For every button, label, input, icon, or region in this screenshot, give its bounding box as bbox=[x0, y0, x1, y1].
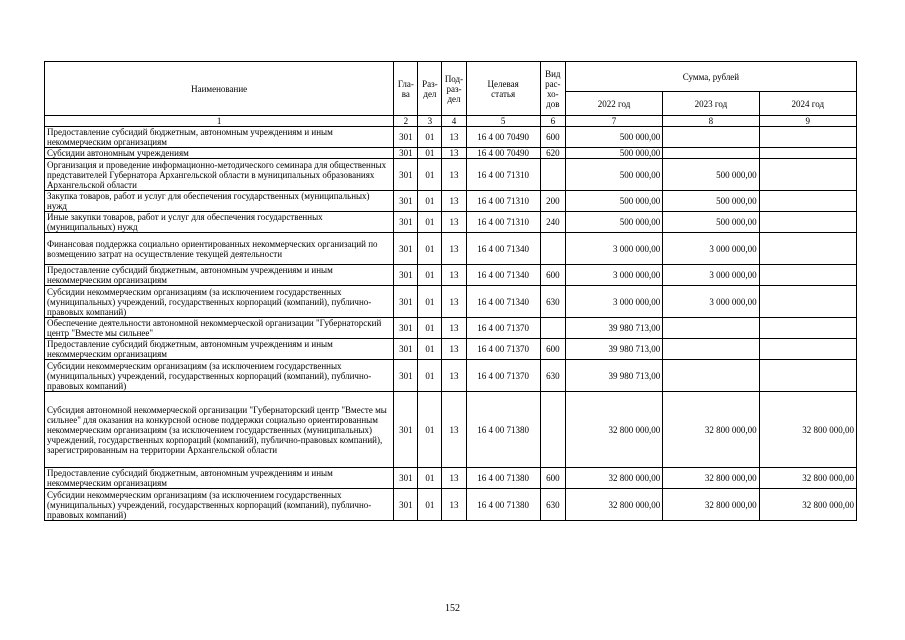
header-year-2024: 2024 год bbox=[759, 92, 856, 116]
table-row bbox=[45, 212, 857, 233]
row-name: Финансовая поддержка социально ориентированных некоммерческих организаций по возмещению затрат на осуществление текущей деятельности bbox=[45, 233, 394, 265]
row-vid: 630 bbox=[540, 489, 565, 521]
row-glava: 301 bbox=[394, 318, 418, 339]
row-name: Предоставление субсидий бюджетным, автономным учреждениям и иным некоммерческим организациям bbox=[45, 127, 394, 148]
budget-table bbox=[44, 61, 857, 521]
row-sum-2022: 500 000,00 bbox=[565, 127, 662, 148]
row-sum-2023: 500 000,00 bbox=[663, 212, 759, 233]
row-target: 16 4 00 71340 bbox=[466, 233, 540, 265]
row-sum-2023 bbox=[663, 339, 759, 360]
row-sum-2023: 3 000 000,00 bbox=[663, 233, 759, 265]
header-year-2023: 2023 год bbox=[663, 92, 759, 116]
row-vid: 600 bbox=[540, 339, 565, 360]
row-name: Субсидии автономным учреждениям bbox=[45, 148, 394, 159]
row-podrazdel: 13 bbox=[442, 212, 466, 233]
row-sum-2022: 500 000,00 bbox=[565, 148, 662, 159]
row-vid: 600 bbox=[540, 127, 565, 148]
row-podrazdel: 13 bbox=[442, 159, 466, 191]
row-sum-2023: 32 800 000,00 bbox=[663, 489, 759, 521]
row-sum-2022: 500 000,00 bbox=[565, 191, 662, 212]
row-glava: 301 bbox=[394, 339, 418, 360]
row-sum-2023 bbox=[663, 360, 759, 392]
row-name: Закупка товаров, работ и услуг для обеспечения государственных (муниципальных) нужд bbox=[45, 191, 394, 212]
row-target: 16 4 00 71340 bbox=[466, 286, 540, 318]
col-number: 9 bbox=[759, 116, 856, 127]
row-podrazdel: 13 bbox=[442, 127, 466, 148]
page-number: 152 bbox=[445, 603, 460, 614]
col-number: 5 bbox=[466, 116, 540, 127]
row-name: Субсидии некоммерческим организациям (за исключением государственных (муниципальных) учреждений, государственных корпораций (компаний), публично-правовых компаний) bbox=[45, 286, 394, 318]
col-number: 4 bbox=[442, 116, 466, 127]
row-glava: 301 bbox=[394, 148, 418, 159]
col-number: 2 bbox=[394, 116, 418, 127]
row-podrazdel: 13 bbox=[442, 233, 466, 265]
row-sum-2024 bbox=[759, 318, 856, 339]
row-razdel: 01 bbox=[418, 360, 442, 392]
row-sum-2022: 32 800 000,00 bbox=[565, 489, 662, 521]
row-sum-2022: 3 000 000,00 bbox=[565, 265, 662, 286]
row-vid bbox=[540, 318, 565, 339]
row-sum-2023: 32 800 000,00 bbox=[663, 468, 759, 489]
row-vid bbox=[540, 392, 565, 468]
row-vid bbox=[540, 233, 565, 265]
row-sum-2023: 500 000,00 bbox=[663, 159, 759, 191]
row-razdel: 01 bbox=[418, 233, 442, 265]
row-sum-2022: 39 980 713,00 bbox=[565, 318, 662, 339]
row-sum-2024: 32 800 000,00 bbox=[759, 489, 856, 521]
row-sum-2024 bbox=[759, 159, 856, 191]
row-razdel: 01 bbox=[418, 127, 442, 148]
row-glava: 301 bbox=[394, 286, 418, 318]
row-sum-2022: 32 800 000,00 bbox=[565, 468, 662, 489]
table-row bbox=[45, 339, 857, 360]
header-podrazdel: Под- раз- дел bbox=[442, 62, 466, 116]
row-podrazdel: 13 bbox=[442, 286, 466, 318]
row-podrazdel: 13 bbox=[442, 468, 466, 489]
header-sum: Сумма, рублей bbox=[565, 62, 856, 92]
row-sum-2022: 39 980 713,00 bbox=[565, 339, 662, 360]
table-row bbox=[45, 265, 857, 286]
row-target: 16 4 00 71370 bbox=[466, 360, 540, 392]
row-vid: 240 bbox=[540, 212, 565, 233]
row-podrazdel: 13 bbox=[442, 148, 466, 159]
row-target: 16 4 00 71370 bbox=[466, 339, 540, 360]
row-razdel: 01 bbox=[418, 191, 442, 212]
row-glava: 301 bbox=[394, 360, 418, 392]
row-vid: 600 bbox=[540, 265, 565, 286]
row-sum-2024 bbox=[759, 212, 856, 233]
row-glava: 301 bbox=[394, 468, 418, 489]
row-sum-2024: 32 800 000,00 bbox=[759, 392, 856, 468]
row-glava: 301 bbox=[394, 159, 418, 191]
row-sum-2024 bbox=[759, 339, 856, 360]
row-razdel: 01 bbox=[418, 148, 442, 159]
row-sum-2023: 3 000 000,00 bbox=[663, 265, 759, 286]
row-sum-2022: 32 800 000,00 bbox=[565, 392, 662, 468]
row-name: Обеспечение деятельности автономной некоммерческой организации "Губернаторский центр "Вместе мы сильнее" bbox=[45, 318, 394, 339]
table-row bbox=[45, 148, 857, 159]
table-row bbox=[45, 191, 857, 212]
col-number: 7 bbox=[565, 116, 662, 127]
row-glava: 301 bbox=[394, 212, 418, 233]
row-sum-2024 bbox=[759, 127, 856, 148]
row-glava: 301 bbox=[394, 265, 418, 286]
row-sum-2022: 500 000,00 bbox=[565, 159, 662, 191]
col-number: 1 bbox=[45, 116, 394, 127]
header-name: Наименование bbox=[45, 62, 394, 116]
header-target: Целевая статья bbox=[466, 62, 540, 116]
header-vid: Вид рас- хо- дов bbox=[540, 62, 565, 116]
row-sum-2023: 500 000,00 bbox=[663, 191, 759, 212]
row-podrazdel: 13 bbox=[442, 360, 466, 392]
row-name: Предоставление субсидий бюджетным, автономным учреждениям и иным некоммерческим организациям bbox=[45, 468, 394, 489]
row-podrazdel: 13 bbox=[442, 489, 466, 521]
table-row bbox=[45, 489, 857, 521]
table-row bbox=[45, 127, 857, 148]
row-name: Предоставление субсидий бюджетным, автономным учреждениям и иным некоммерческим организациям bbox=[45, 339, 394, 360]
row-sum-2024 bbox=[759, 360, 856, 392]
row-razdel: 01 bbox=[418, 489, 442, 521]
row-vid: 630 bbox=[540, 286, 565, 318]
row-sum-2024 bbox=[759, 191, 856, 212]
row-razdel: 01 bbox=[418, 392, 442, 468]
row-sum-2024 bbox=[759, 233, 856, 265]
row-vid bbox=[540, 159, 565, 191]
row-razdel: 01 bbox=[418, 339, 442, 360]
row-name: Субсидии некоммерческим организациям (за исключением государственных (муниципальных) учреждений, государственных корпораций (компаний), публично-правовых компаний) bbox=[45, 360, 394, 392]
row-name: Субсидия автономной некоммерческой организации "Губернаторский центр "Вместе мы сильнее" для оказания на конкурсной основе поддержки социально ориентированным некоммерческим организациям (за исключением государственных (муниципальных) учреждений, государственных корпораций (компаний), публично-правовых компаний), зарегистрированным на территории Архангельской области bbox=[45, 392, 394, 468]
table-row bbox=[45, 286, 857, 318]
row-sum-2023 bbox=[663, 148, 759, 159]
row-razdel: 01 bbox=[418, 286, 442, 318]
header-year-2022: 2022 год bbox=[565, 92, 662, 116]
row-razdel: 01 bbox=[418, 212, 442, 233]
row-razdel: 01 bbox=[418, 265, 442, 286]
row-glava: 301 bbox=[394, 392, 418, 468]
row-razdel: 01 bbox=[418, 318, 442, 339]
row-vid: 200 bbox=[540, 191, 565, 212]
row-podrazdel: 13 bbox=[442, 191, 466, 212]
row-sum-2023: 3 000 000,00 bbox=[663, 286, 759, 318]
row-podrazdel: 13 bbox=[442, 339, 466, 360]
row-target: 16 4 00 71380 bbox=[466, 489, 540, 521]
row-sum-2023: 32 800 000,00 bbox=[663, 392, 759, 468]
row-target: 16 4 00 71380 bbox=[466, 392, 540, 468]
header-glava: Гла- ва bbox=[394, 62, 418, 116]
row-glava: 301 bbox=[394, 489, 418, 521]
row-glava: 301 bbox=[394, 191, 418, 212]
row-sum-2022: 39 980 713,00 bbox=[565, 360, 662, 392]
row-sum-2023 bbox=[663, 127, 759, 148]
row-target: 16 4 00 70490 bbox=[466, 127, 540, 148]
row-glava: 301 bbox=[394, 233, 418, 265]
row-sum-2022: 500 000,00 bbox=[565, 212, 662, 233]
row-name: Организация и проведение информационно-методического семинара для общественных представителей Губернатора Архангельской области в муниципальных образованиях Архангельской области bbox=[45, 159, 394, 191]
row-sum-2022: 3 000 000,00 bbox=[565, 286, 662, 318]
row-podrazdel: 13 bbox=[442, 318, 466, 339]
row-razdel: 01 bbox=[418, 468, 442, 489]
header-razdel: Раз- дел bbox=[418, 62, 442, 116]
table-row bbox=[45, 159, 857, 191]
row-target: 16 4 00 70490 bbox=[466, 148, 540, 159]
row-target: 16 4 00 71310 bbox=[466, 159, 540, 191]
row-name: Субсидии некоммерческим организациям (за исключением государственных (муниципальных) учреждений, государственных корпораций (компаний), публично-правовых компаний) bbox=[45, 489, 394, 521]
row-sum-2024 bbox=[759, 286, 856, 318]
table-header bbox=[45, 62, 857, 127]
row-sum-2024: 32 800 000,00 bbox=[759, 468, 856, 489]
row-sum-2024 bbox=[759, 148, 856, 159]
col-number: 3 bbox=[418, 116, 442, 127]
row-name: Иные закупки товаров, работ и услуг для обеспечения государственных (муниципальных) нужд bbox=[45, 212, 394, 233]
row-sum-2023 bbox=[663, 318, 759, 339]
row-podrazdel: 13 bbox=[442, 392, 466, 468]
col-number: 8 bbox=[663, 116, 759, 127]
row-target: 16 4 00 71340 bbox=[466, 265, 540, 286]
table-row bbox=[45, 318, 857, 339]
column-number-row bbox=[45, 116, 857, 127]
row-vid: 630 bbox=[540, 360, 565, 392]
row-target: 16 4 00 71380 bbox=[466, 468, 540, 489]
table-row bbox=[45, 392, 857, 468]
row-sum-2022: 3 000 000,00 bbox=[565, 233, 662, 265]
row-razdel: 01 bbox=[418, 159, 442, 191]
row-target: 16 4 00 71310 bbox=[466, 191, 540, 212]
table-row bbox=[45, 360, 857, 392]
row-glava: 301 bbox=[394, 127, 418, 148]
row-sum-2024 bbox=[759, 265, 856, 286]
col-number: 6 bbox=[540, 116, 565, 127]
row-vid: 600 bbox=[540, 468, 565, 489]
table-row bbox=[45, 468, 857, 489]
row-target: 16 4 00 71310 bbox=[466, 212, 540, 233]
table-row bbox=[45, 233, 857, 265]
row-name: Предоставление субсидий бюджетным, автономным учреждениям и иным некоммерческим организациям bbox=[45, 265, 394, 286]
row-vid: 620 bbox=[540, 148, 565, 159]
row-target: 16 4 00 71370 bbox=[466, 318, 540, 339]
table-body bbox=[45, 127, 857, 521]
row-podrazdel: 13 bbox=[442, 265, 466, 286]
